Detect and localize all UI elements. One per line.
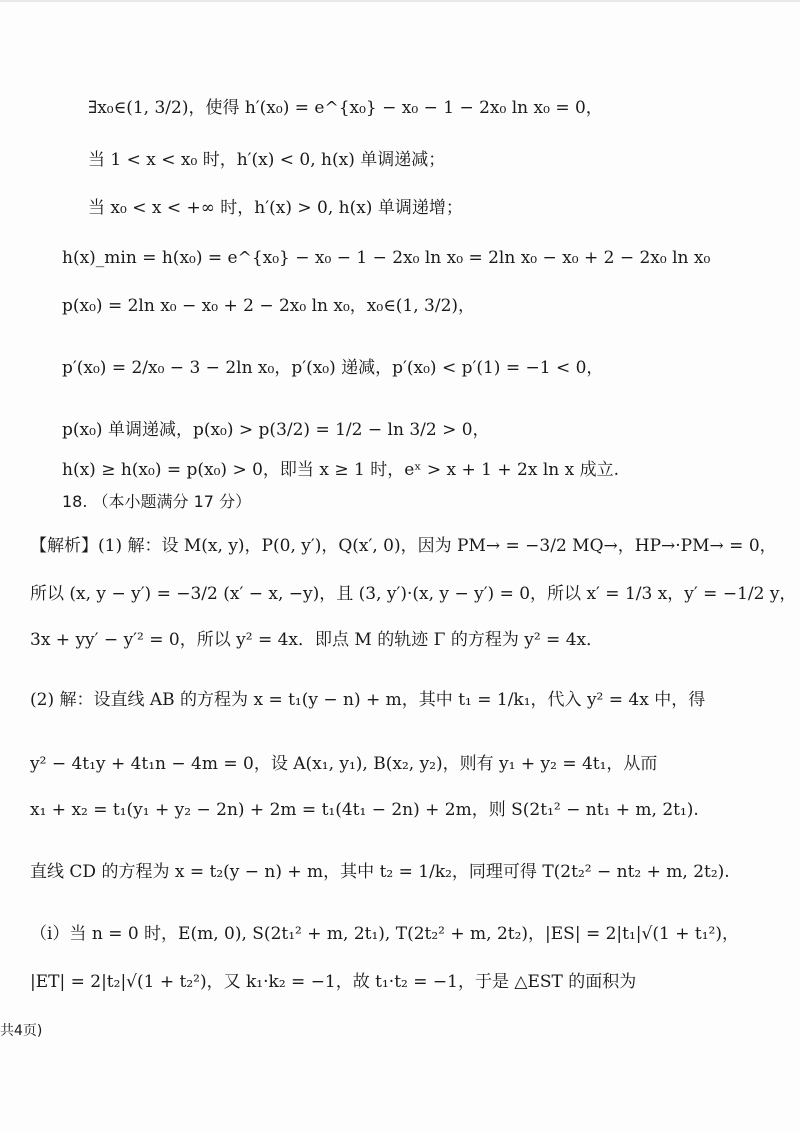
text-line: p(x₀) = 2ln x₀ − x₀ + 2 − 2x₀ ln x₀，x₀∈(1, 3/2)，	[62, 296, 476, 316]
text-line: 【解析】(1) 解：设 M(x, y)，P(0, y′)，Q(x′, 0)，因为 PM→ = −3/2 MQ→，HP→·PM→ = 0，	[30, 536, 777, 556]
text-line: 当 1 < x < x₀ 时，h′(x) < 0, h(x) 单调递减；	[88, 150, 446, 170]
scan-edge	[0, 0, 800, 2]
text-line: h(x)_min = h(x₀) = e^{x₀} − x₀ − 1 − 2x₀ ln x₀ = 2ln x₀ − x₀ + 2 − 2x₀ ln x₀	[62, 248, 711, 268]
text-line: x₁ + x₂ = t₁(y₁ + y₂ − 2n) + 2m = t₁(4t₁ − 2n) + 2m，则 S(2t₁² − nt₁ + m, 2t₁).	[30, 800, 699, 820]
text-line: p(x₀) 单调递减，p(x₀) > p(3/2) = 1/2 − ln 3/2 > 0，	[62, 420, 490, 440]
problem-heading: 18. （本小题满分 17 分）	[62, 492, 252, 511]
text-line: 直线 CD 的方程为 x = t₂(y − n) + m，其中 t₂ = 1/k₂，同理可得 T(2t₂² − nt₂ + m, 2t₂).	[30, 862, 730, 882]
text-line: （ⅰ）当 n = 0 时，E(m, 0), S(2t₁² + m, 2t₁), T(2t₂² + m, 2t₂)，|ES| = 2|t₁|√(1 + t₁²)，	[30, 924, 739, 944]
text-line: (2) 解：设直线 AB 的方程为 x = t₁(y − n) + m，其中 t₁ = 1/k₁，代入 y² = 4x 中，得	[30, 690, 706, 710]
text-line: p′(x₀) = 2/x₀ − 3 − 2ln x₀，p′(x₀) 递减，p′(x₀) < p′(1) = −1 < 0，	[62, 358, 604, 378]
text-line: h(x) ≥ h(x₀) = p(x₀) > 0，即当 x ≥ 1 时，eˣ > x + 1 + 2x ln x 成立.	[62, 460, 620, 480]
page-footer: 共4页)	[0, 1023, 43, 1039]
text-line: |ET| = 2|t₂|√(1 + t₂²)，又 k₁·k₂ = −1，故 t₁·t₂ = −1，于是 △EST 的面积为	[30, 972, 637, 992]
text-line: ∃x₀∈(1, 3/2)，使得 h′(x₀) = e^{x₀} − x₀ − 1 − 2x₀ ln x₀ = 0，	[88, 98, 603, 118]
text-line: 所以 (x, y − y′) = −3/2 (x′ − x, −y)，且 (3, y′)·(x, y − y′) = 0，所以 x′ = 1/3 x，y′ = −1/2 y，	[30, 584, 797, 604]
text-line: y² − 4t₁y + 4t₁n − 4m = 0，设 A(x₁, y₁), B(x₂, y₂)，则有 y₁ + y₂ = 4t₁，从而	[30, 754, 658, 774]
text-line: 当 x₀ < x < +∞ 时，h′(x) > 0, h(x) 单调递增；	[88, 198, 463, 218]
text-line: 3x + yy′ − y′² = 0，所以 y² = 4x．即点 M 的轨迹 Γ 的方程为 y² = 4x．	[30, 630, 604, 650]
